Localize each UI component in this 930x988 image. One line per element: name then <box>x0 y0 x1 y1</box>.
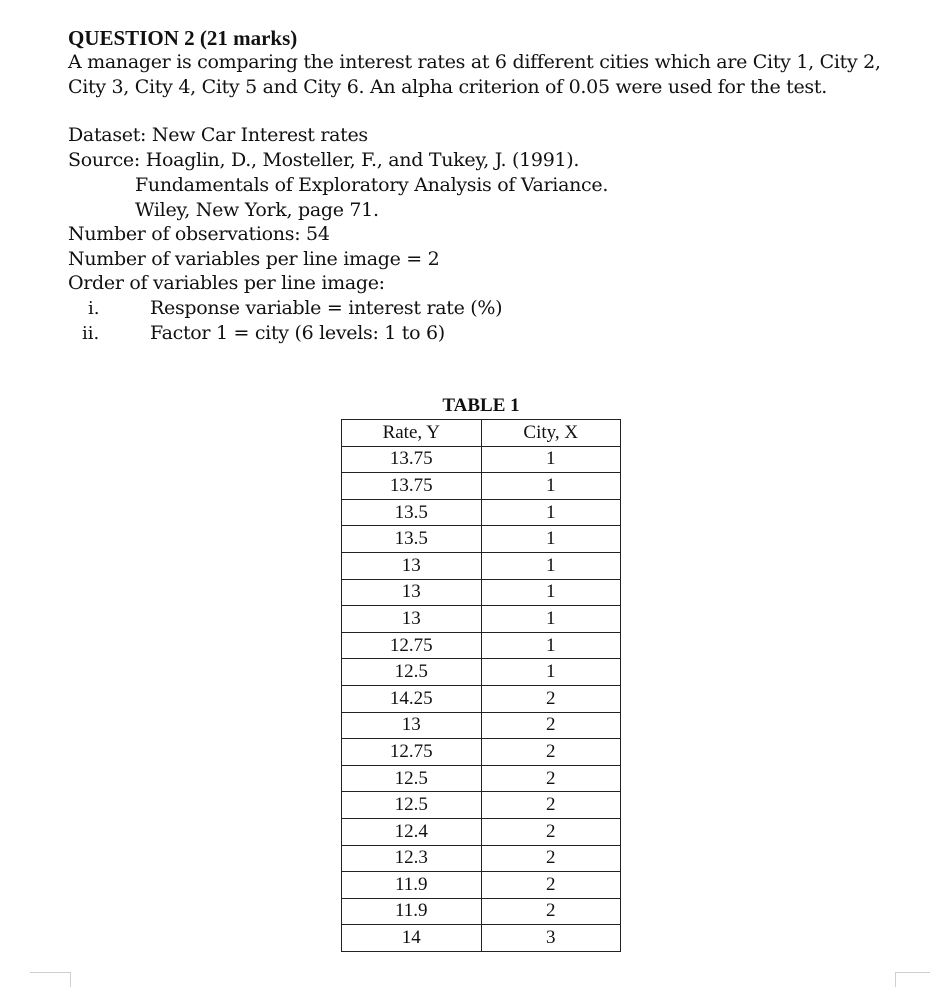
table-row <box>342 872 621 899</box>
rate-cell: 11.9 <box>342 898 482 925</box>
dataset-source-title: Fundamentals of Exploratory Analysis of Variance. <box>135 174 609 196</box>
order-item-marker: i. <box>88 298 100 319</box>
dataset-observations: Number of observations: 54 <box>68 223 330 245</box>
table-row <box>342 765 621 792</box>
city-cell: 1 <box>481 526 621 553</box>
city-cell: 2 <box>481 712 621 739</box>
city-cell: 1 <box>481 632 621 659</box>
table-row <box>342 606 621 633</box>
rate-cell: 12.3 <box>342 845 482 872</box>
table-row <box>342 818 621 845</box>
order-item-text: Factor 1 = city (6 levels: 1 to 6) <box>150 322 445 344</box>
rate-cell: 13 <box>342 579 482 606</box>
city-cell: 1 <box>481 579 621 606</box>
table-row <box>342 792 621 819</box>
table-row <box>342 579 621 606</box>
page-corner-mark <box>895 972 930 987</box>
rate-cell: 13 <box>342 606 482 633</box>
city-cell: 2 <box>481 792 621 819</box>
rate-cell: 13.75 <box>342 446 482 473</box>
table-row <box>342 473 621 500</box>
city-cell: 2 <box>481 845 621 872</box>
question-heading: QUESTION 2 (21 marks) <box>68 26 298 50</box>
city-cell: 1 <box>481 473 621 500</box>
dataset-variables: Number of variables per line image = 2 <box>68 248 440 270</box>
rate-cell: 12.5 <box>342 792 482 819</box>
rate-cell: 14.25 <box>342 685 482 712</box>
rate-cell: 12.5 <box>342 659 482 686</box>
table-row <box>342 659 621 686</box>
city-cell: 2 <box>481 765 621 792</box>
city-cell: 3 <box>481 925 621 952</box>
question-text: A manager is comparing the interest rates at 6 different cities which are City 1, City 2, City 3, City 4, City 5 and City 6. An alpha criterion of 0.05 were used for the test. <box>68 51 881 98</box>
rate-cell: 11.9 <box>342 872 482 899</box>
page-corner-mark <box>30 972 71 987</box>
order-item-marker: ii. <box>82 323 100 344</box>
data-table <box>341 419 621 952</box>
column-header-city: City, X <box>481 420 621 447</box>
dataset-source: Source: Hoaglin, D., Mosteller, F., and Tukey, J. (1991). <box>68 149 580 171</box>
table-row <box>342 925 621 952</box>
column-header-rate: Rate, Y <box>342 420 482 447</box>
order-item-text: Response variable = interest rate (%) <box>150 297 503 319</box>
city-cell: 1 <box>481 446 621 473</box>
rate-cell: 13 <box>342 552 482 579</box>
table-row <box>342 845 621 872</box>
rate-cell: 14 <box>342 925 482 952</box>
dataset-order-heading: Order of variables per line image: <box>68 272 385 294</box>
city-cell: 1 <box>481 606 621 633</box>
rate-cell: 13.75 <box>342 473 482 500</box>
rate-cell: 12.5 <box>342 765 482 792</box>
table-row <box>342 526 621 553</box>
dataset-source-publisher: Wiley, New York, page 71. <box>135 199 379 221</box>
rate-cell: 13 <box>342 712 482 739</box>
table-row <box>342 739 621 766</box>
dataset-name: Dataset: New Car Interest rates <box>68 124 368 146</box>
table-row <box>342 446 621 473</box>
city-cell: 1 <box>481 552 621 579</box>
table-body <box>342 446 621 951</box>
table-row <box>342 632 621 659</box>
table-header-row <box>342 420 621 447</box>
city-cell: 2 <box>481 872 621 899</box>
rate-cell: 12.75 <box>342 632 482 659</box>
city-cell: 2 <box>481 739 621 766</box>
city-cell: 1 <box>481 659 621 686</box>
rate-cell: 12.75 <box>342 739 482 766</box>
table-title: TABLE 1 <box>442 395 520 416</box>
rate-cell: 12.4 <box>342 818 482 845</box>
rate-cell: 13.5 <box>342 499 482 526</box>
city-cell: 2 <box>481 898 621 925</box>
table-row <box>342 552 621 579</box>
city-cell: 2 <box>481 685 621 712</box>
table-row <box>342 499 621 526</box>
city-cell: 2 <box>481 818 621 845</box>
rate-cell: 13.5 <box>342 526 482 553</box>
table-row <box>342 712 621 739</box>
table-row <box>342 898 621 925</box>
city-cell: 1 <box>481 499 621 526</box>
table-row <box>342 685 621 712</box>
